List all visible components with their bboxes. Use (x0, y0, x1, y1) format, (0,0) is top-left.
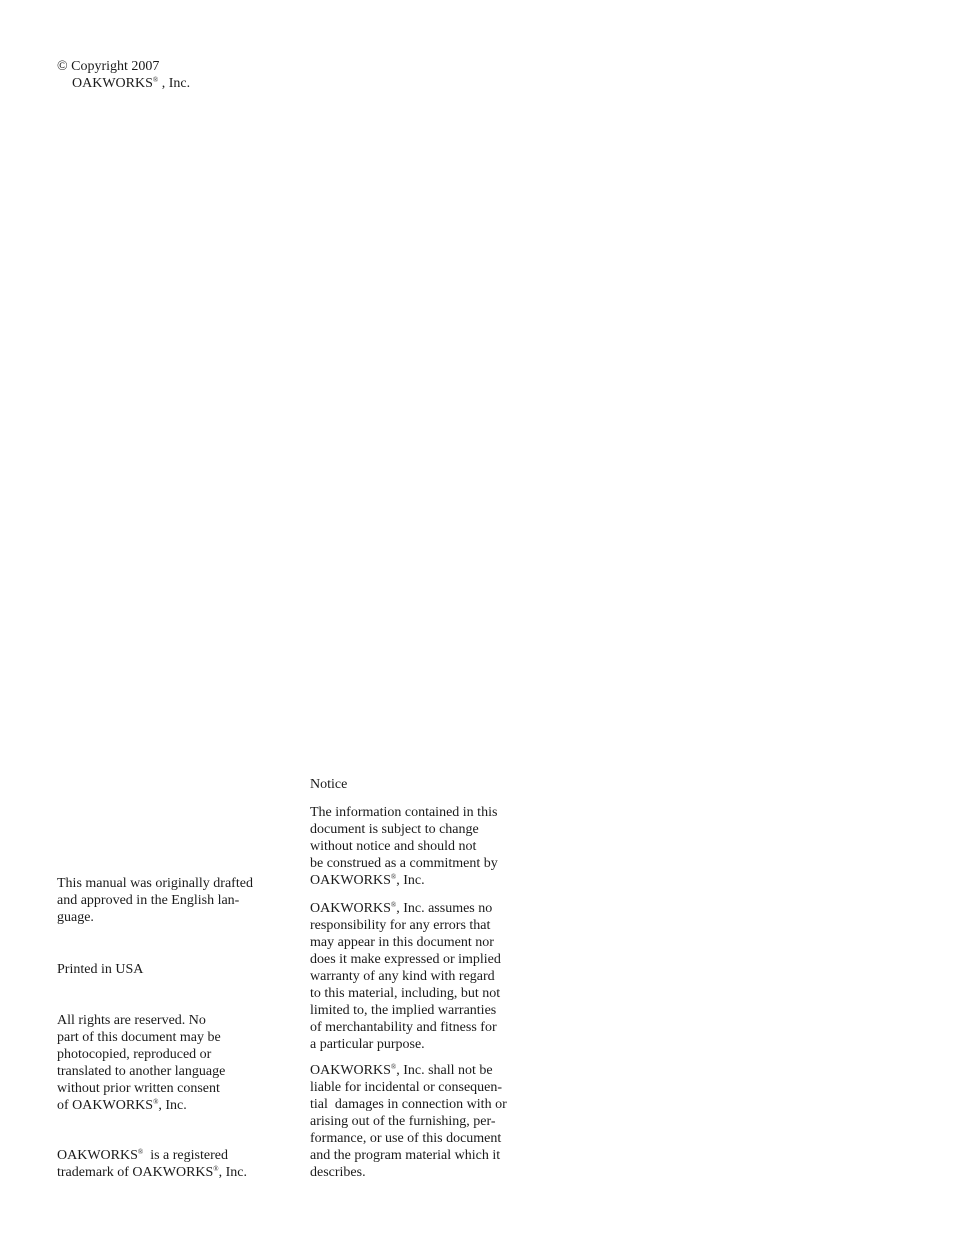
brand-name: OAKWORKS (72, 76, 153, 91)
copyright-company-line (57, 75, 190, 92)
text-line: describes. (310, 1165, 366, 1180)
company-suffix: , Inc. (396, 873, 425, 888)
text-line: without prior written consent (57, 1081, 220, 1096)
text-line (310, 872, 498, 889)
notice-heading (310, 776, 347, 793)
registered-mark: ® (390, 901, 397, 909)
text-suffix: , Inc. shall not be (396, 1063, 493, 1078)
text-line: part of this document may be (57, 1030, 221, 1045)
text-line: warranty of any kind with regard (310, 969, 495, 984)
printed-in-statement (57, 961, 143, 978)
brand-name: OAKWORKS (310, 901, 391, 916)
text-prefix: trademark of OAKWORKS (57, 1165, 214, 1180)
company-suffix: , Inc. (218, 1165, 248, 1180)
text-prefix: of OAKWORKS (57, 1098, 154, 1113)
registered-mark: ® (152, 76, 159, 84)
text-line: document is subject to change (310, 822, 479, 837)
notice-paragraph-2 (310, 900, 501, 1053)
text-line: be construed as a commitment by (310, 856, 498, 871)
registered-mark: ® (137, 1148, 144, 1156)
language-statement (57, 875, 253, 926)
text-line (310, 1062, 507, 1079)
notice-paragraph-3 (310, 1062, 507, 1181)
rights-reserved-statement (57, 1012, 225, 1114)
text-suffix: is a registered (143, 1148, 228, 1163)
company-suffix: , Inc. (158, 76, 191, 91)
brand-name: OAKWORKS (310, 1063, 391, 1078)
text-line: to this material, including, but not (310, 986, 501, 1001)
copyright-notice (57, 58, 190, 92)
text-line: Printed in USA (57, 962, 144, 977)
text-line (57, 1097, 225, 1114)
text-line (57, 1164, 247, 1181)
copyright-line: © Copyright 2007 (57, 59, 160, 74)
text-line: translated to another language (57, 1064, 226, 1079)
text-line: photocopied, reproduced or (57, 1047, 212, 1062)
brand-name: OAKWORKS (310, 873, 391, 888)
registered-mark: ® (390, 1063, 397, 1071)
text-line: responsibility for any errors that (310, 918, 491, 933)
text-suffix: , Inc. assumes no (396, 901, 493, 916)
text-line (57, 1147, 247, 1164)
text-line: does it make expressed or implied (310, 952, 501, 967)
text-line: may appear in this document nor (310, 935, 494, 950)
text-line: of merchantability and fitness for (310, 1020, 497, 1035)
text-line: without notice and should not (310, 839, 477, 854)
text-line (310, 900, 501, 917)
text-line: All rights are reserved. No (57, 1013, 206, 1028)
registered-mark: ® (213, 1165, 219, 1173)
text-line: This manual was originally drafted (57, 876, 253, 891)
text-line: guage. (57, 910, 94, 925)
text-line: The information contained in this (310, 805, 498, 820)
text-line: and approved in the English lan- (57, 893, 240, 908)
trademark-statement (57, 1147, 247, 1181)
heading-text: Notice (310, 777, 348, 792)
brand-name: OAKWORKS (57, 1148, 138, 1163)
text-line: tial damages in connection with or (310, 1097, 507, 1112)
text-line: arising out of the furnishing, per- (310, 1114, 496, 1129)
text-line: limited to, the implied warranties (310, 1003, 497, 1018)
text-line: and the program material which it (310, 1148, 501, 1163)
registered-mark: ® (390, 873, 397, 881)
text-line: formance, or use of this document (310, 1131, 502, 1146)
registered-mark: ® (153, 1098, 159, 1106)
company-suffix: , Inc. (158, 1098, 187, 1113)
text-line: liable for incidental or consequen- (310, 1080, 503, 1095)
text-line: a particular purpose. (310, 1037, 425, 1052)
notice-paragraph-1 (310, 804, 498, 889)
